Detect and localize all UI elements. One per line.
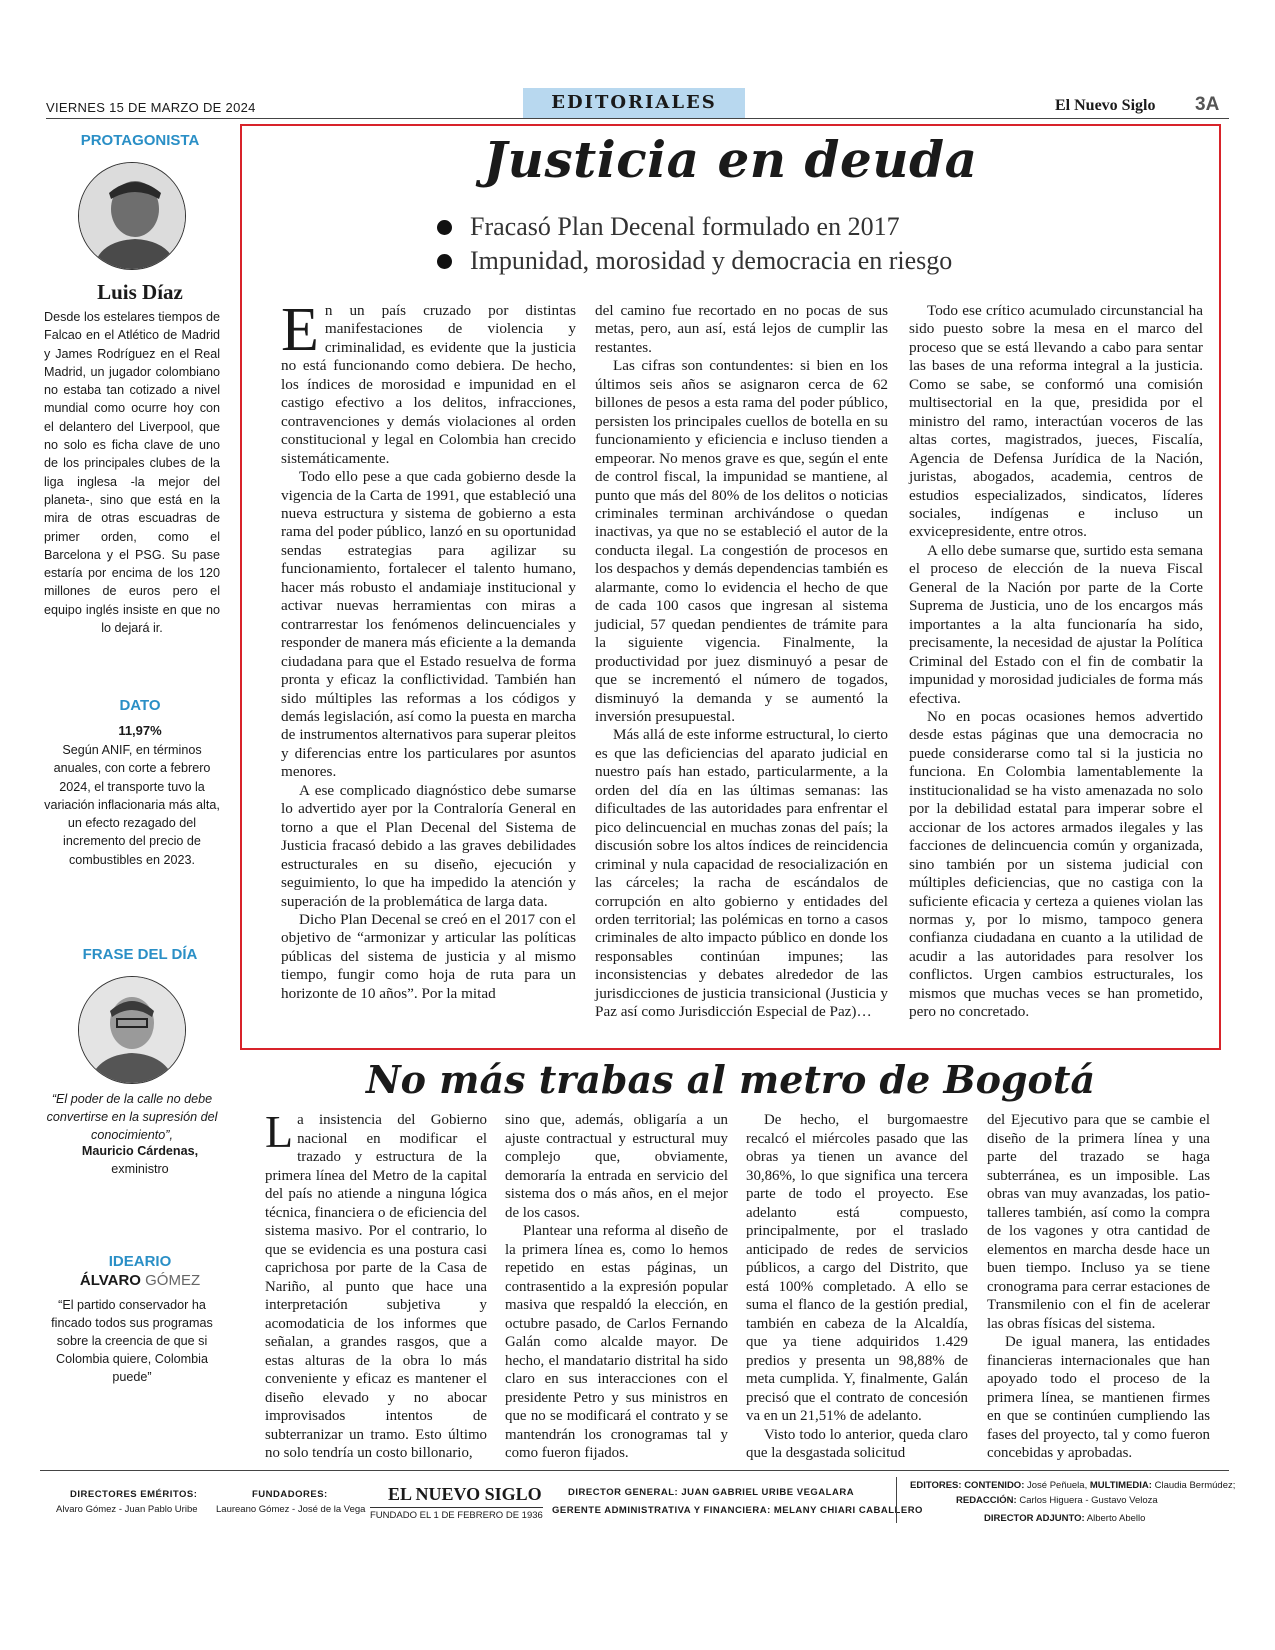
directores-label: DIRECTORES EMÉRITOS: [70, 1489, 198, 1500]
person-photo-icon [79, 977, 185, 1083]
fundadores-label: FUNDADORES: [252, 1489, 328, 1500]
dropcap: L [265, 1106, 294, 1157]
quote-author-portrait [78, 976, 186, 1084]
fundadores-names: Laureano Gómez - José de la Vega [216, 1504, 366, 1515]
editorial2-column-3: De hecho, el burgomaestre recalcó el miércoles pasado que las obras ya tienen un avance del 30,86%, lo que significa una tercera parte de todo el proyecto. Ese adelanto está compuesto, principalmente, por el traslado anticipado de redes de servicios públicos, a cargo del Distrito, que está 100% completado. A ello se suma el flanco de la gestión predial, también en cabeza de la Alcaldía, que ya tiene adquiridos 1.429 predios y presenta un 98,88% de meta cumplida. Y, finalmente, Galán precisó que el contrato de concesión va en un 21,51% de adelanto. Visto todo lo anterior, queda claro que la desgastada solicitud [746, 1112, 968, 1461]
protagonist-portrait [78, 162, 186, 270]
edition-date: VIERNES 15 DE MARZO DE 2024 [46, 100, 256, 115]
section-title: EDITORIALES [523, 88, 745, 118]
editorial-column-2: del camino fue recortado en no pocas de sus metas, pero, aun así, está lejos de cumplir las restantes. Las cifras son contundentes: si bien en los últimos seis años se asignaron cerca de 62 billones de pesos a esta rama del poder público, persisten los principales cuellos de botella en su funcionamiento y eficiencia e incluso tienden a empeorar. No menos grave es que, según el ente de control fiscal, la impunidad se mantiene, al punto que más del 80% de los delitos o noticias criminales terminan archivándose o quedan inactivas, ya que no se estableció el autor de la conducta ilegal. La congestión de procesos en los despachos y demás dependencias también es alarmante, como lo evidencia el hecho de que de cada 100 casos que ingresan al sistema judicial, 57 quedan pendientes de trámite para la siguiente vigencia. Finalmente, la productividad por juez disminuyó a pesar de que se incrementó el número de togados, disminuyó la demanda y se aumentó la inversión presupuestal. Más allá de este informe estructural, lo cierto es que las deficiencias del aparato judicial en nuestro país han estado, particularmente, a la orden del día en las últimas semanas: las dificultades de las autoridades para enfrentar el pico delincuencial en muchas zonas del país; la discusión sobre los altos índices de reincidencia criminal y nula capacidad de resocialización en las cárceles; la racha de escándalos de corrupción en alto gobierno y entidades del orden territorial; las polémicas en torno a casos criminales de alto impacto público en donde los responsables continúan impunes; las inconsistencias y debates alrededor de las jurisdicciones de justicia transicional (Justicia y Paz así como Jurisdicción Especial de Paz)… [595, 302, 888, 1021]
dropcap: E [281, 296, 319, 364]
subhead-bullet-1: Fracasó Plan Decenal formulado en 2017 [437, 212, 900, 242]
frase-quote: “El poder de la calle no debe convertirse en la supresión del conocimiento”, [46, 1092, 218, 1142]
frase-heading: FRASE DEL DÍA [82, 946, 198, 963]
footer-divider [896, 1477, 897, 1523]
editorial2-title: No más trabas al metro de Bogotá [365, 1057, 1096, 1102]
subhead-bullet-2: Impunidad, morosidad y democracia en riesgo [437, 246, 952, 276]
bullet-icon [437, 220, 452, 235]
gerente: GERENTE ADMINISTRATIVA Y FINANCIERA: MELANY CHIARI CABALLERO [552, 1505, 923, 1516]
protagonista-heading: PROTAGONISTA [80, 132, 200, 149]
footer-logo: EL NUEVO SIGLO [388, 1484, 542, 1504]
editorial-column-3: Todo ese crítico acumulado circunstancial ha sido puesto sobre la mesa en el marco del proceso que se está llevando a cabo para sentar las bases de una reforma integral a la justicia. Como se sabe, se conformó una comisión multisectorial en la que, presidida por el ministro del ramo, interactúan voceros de las altas cortes, magistrados, jueces, Fiscalía, Agencia de Defensa Jurídica de la Nación, juristas, abogados, academia, centros de estudios especializados, sindicatos, líderes sociales, indígenas e incluso un exvicepresidente, entre otros. A ello debe sumarse que, surtido esta semana el proceso de elección de la nueva Fiscal General de la Nación por parte de la Corte Suprema de Justicia, uno de los encargos más importantes a la alta funcionaría ha sido, precisamente, la necesidad de ajustar la Política Criminal del Estado con el fin de combatir la impunidad y morosidad judiciales de forma más efectiva. No en pocas ocasiones hemos advertido desde estas páginas que una democracia no puede considerarse como tal si la justicia no funciona. En Colombia lamentablemente la institucionalidad se ha visto amenazada no solo por la debilidad estatal para imperar sobre el accionar de los actores armados ilegales y las facciones de delincuencia común y organizada, sino también por un sistema judicial con múltiples deficiencias, que no castiga con la suficiente eficacia y certeza a quienes violan las normas y, por lo mismo, tampoco genera confianza ciudadana en cuanto a la utilidad de acudir a las autoridades para resolver los conflictos. Urgen cambios estructurales, los mismos que muchas veces se han prometido, pero no concretado. [909, 302, 1203, 1021]
editorial2-column-1: La insistencia del Gobierno nacional en modificar el trazado y estructura de la primera línea del Metro de la capital del país no atiende a ninguna lógica técnica, financiera o de eficiencia del sistema masivo. Por el contrario, lo que se evidencia es una postura casi caprichosa por parte de la Casa de Nariño, al punto que hace una interpretación subjetiva y acomodaticia de los informes que señalan, a grandes rasgos, que a estas alturas de la obra lo más conveniente y eficaz es mantener el diseño elevado y no abocar improvisados intentos de subterranizar un tramo. Esto último no solo tendría un costo billonario, [265, 1106, 487, 1461]
protagonist-text: Desde los estelares tiempos de Falcao en el Atlético de Madrid y James Rodríguez en el Real Madrid, un jugador colombiano no estaba tan cotizado a nivel mundial como ocurre hoy con el delantero del Liverpool, que no solo es ficha clave de uno de los principales clubes de la liga inglesa -la mejor del planeta-, sino que está en la mira de otras escuadras de primer orden, como el Barcelona y el PSG. Su pase estaría por encima de los 120 millones de euros pero el equipo inglés insiste en que no lo dejará ir. [44, 310, 220, 636]
header-rule [46, 118, 1229, 119]
protagonist-name: Luis Díaz [97, 280, 183, 304]
editorial-column-1: En un país cruzado por distintas manifestaciones de violencia y criminalidad, es evidente que la justicia no está funcionando como debiera. De hecho, los índices de morosidad e impunidad en el castigo efectivo a los delitos, infracciones, contravenciones y demás violaciones al orden constitucional y legal en Colombia han crecido sistemáticamente. Todo ello pese a que cada gobierno desde la vigencia de la Carta de 1991, que estableció una nueva estructura y sistema de gobierno a esta rama del poder público, lanzó en su oportunidad sendas estrategias para agilizar su funcionamiento, fortalecer el talento humano, hacer más robusto el andamiaje institucional y activar nuevas herramientas con miras a contrarrestar los fenómenos delincuenciales y responder de manera más eficiente a la demanda ciudadana para que el Estado resuelva de forma pronta y eficaz la conflictividad. También han sido múltiples las reformas a los códigos y demás legislación, así como la puesta en marcha de instrumentos alternativos para superar pleitos y diferencias entre los particulares por asuntos menores. A ese complicado diagnóstico debe sumarse lo advertido ayer por la Contraloría General en torno a que el Plan Decenal del Sistema de Justicia fracasó debido a las graves debilidades estructurales en su diseño, ejecución y seguimiento, lo que ha impedido la atención y superación de la problemática de larga data. Dicho Plan Decenal se creó en el 2017 con el objetivo de “armonizar y articular las políticas públicas del sistema de justicia y al mismo tiempo, fungir como hoja de ruta para un horizonte de 10 años”. Por la mitad [281, 296, 576, 1002]
editores-line: EDITORES: CONTENIDO: José Peñuela, MULTIMEDIA: Claudia Bermúdez; [910, 1480, 1236, 1491]
ideario-name: ÁLVARO GÓMEZ [79, 1272, 201, 1289]
page-number: 3A [1195, 94, 1220, 115]
dato-heading: DATO [119, 697, 161, 714]
footer-rule [40, 1470, 1229, 1471]
editorial2-column-2: sino que, además, obligaría a un ajuste contractual y estructural muy complejo que, obviamente, demoraría la entrada en servicio del sistema dos o más años, en el mejor de los casos. Plantear una reforma al diseño de la primera línea es, como lo hemos repetido en estas páginas, un contrasentido a la expresión popular masiva que respaldó la elección, en octubre pasado, de Carlos Fernando Galán como alcalde mayor. De hecho, el mandatario distrital ha sido claro en sus interacciones con el presidente Petro y sus ministros en que no se modificará el contrato y se mantendrán los cronogramas tal y como fueron fijados. [505, 1112, 728, 1461]
dato-text: Según ANIF, en términos anuales, con corte a febrero 2024, el transporte tuvo la variación inflacionaria más alta, un efecto rezagado del incremento del precio de combustibles en 2023. [44, 743, 220, 867]
newspaper-logo: El Nuevo Siglo [1055, 97, 1156, 114]
ideario-quote: “El partido conservador ha fincado todos sus programas sobre la creencia de que si Colombia quiere, Colombia puede” [51, 1298, 213, 1384]
person-photo-icon [79, 163, 185, 269]
adjunto-line: DIRECTOR ADJUNTO: Alberto Abello [984, 1513, 1146, 1524]
directores-names: Alvaro Gómez - Juan Pablo Uribe [56, 1504, 198, 1515]
director-general: DIRECTOR GENERAL: JUAN GABRIEL URIBE VEGALARA [568, 1487, 855, 1498]
frase-author: Mauricio Cárdenas, [81, 1144, 199, 1158]
frase-role: exministro [111, 1162, 169, 1176]
footer-founded: FUNDADO EL 1 DE FEBRERO DE 1936 [370, 1507, 543, 1521]
ideario-heading: IDEARIO [108, 1253, 172, 1270]
dato-value: 11,97% [118, 723, 162, 738]
editorial2-column-4: del Ejecutivo para que se cambie el diseño de la primera línea y una parte del trazado se haga subterránea, es un imposible. Las obras van muy avanzadas, los patio-talleres también, así como la compra de los vagones y otra cantidad de elementos en marcha desde hace un buen tiempo. Incluso ya se tiene cronograma para cerrar estaciones de Transmilenio con el fin de acelerar las obras físicas del sistema. De igual manera, las entidades financieras internacionales que han apoyado todo el proceso de la primera línea, se mantienen firmes en que se continúen cumpliendo las fases del proyecto, tal y como fueron concebidas y aprobadas. [987, 1112, 1210, 1461]
redaccion-line: REDACCIÓN: Carlos Higuera - Gustavo Veloza [956, 1495, 1158, 1506]
bullet-icon [437, 254, 452, 269]
editorial-title: Justicia en deuda [483, 130, 978, 189]
